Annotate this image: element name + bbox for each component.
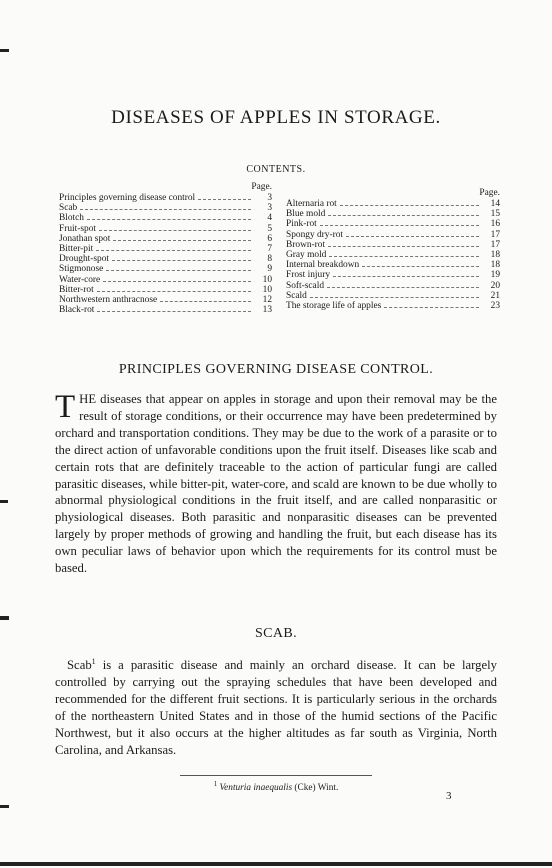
contents-entry-title: Alternaria rot <box>286 199 337 209</box>
contents-entry <box>59 224 272 234</box>
contents-entry <box>286 240 500 250</box>
contents-entry <box>59 295 272 305</box>
contents-entry <box>286 250 500 260</box>
dot-leader <box>80 203 251 210</box>
contents-entry-title: Stigmonose <box>59 264 104 275</box>
contents-entry-page: 14 <box>490 199 500 209</box>
contents-entry-page: 19 <box>490 270 500 281</box>
contents-entry <box>286 281 500 291</box>
dot-leader <box>362 260 479 267</box>
contents-entry <box>59 264 272 274</box>
contents-entry <box>286 260 500 270</box>
contents-entry-title: Frost injury <box>286 270 331 281</box>
contents-entry-page: 7 <box>267 243 272 254</box>
scan-edge <box>0 862 552 866</box>
dot-leader <box>106 264 251 271</box>
dot-leader <box>310 291 479 298</box>
dot-leader <box>346 230 479 237</box>
contents-entry <box>59 193 272 203</box>
contents-entry-page: 18 <box>490 260 500 271</box>
dot-leader <box>198 193 251 200</box>
contents-entry-title: Blue mold <box>286 209 326 220</box>
contents-entry-page: 6 <box>267 233 272 244</box>
footnote-rule <box>180 775 372 776</box>
paragraph-lead: Scab <box>67 658 92 673</box>
dot-leader <box>328 209 479 216</box>
contents-entry <box>286 291 500 301</box>
dot-leader <box>160 295 251 302</box>
contents-entry-title: Blotch <box>59 213 84 224</box>
page-column-label: Page. <box>251 182 272 192</box>
contents-entry <box>59 203 272 213</box>
contents-entry-page: 21 <box>490 290 500 301</box>
paragraph-text: is a parasitic disease and mainly an orchard disease. It can be largely controlled by carrying out the spraying schedules that have been developed and recommended for the different fruit sections. It is particularly serious in the orchards of the northeastern United States and in those of the humid sections of the Pacific Northwest, but it also occurs at the higher altitudes as far south as Virginia, North Carolina, and Arkansas. <box>55 658 497 757</box>
contents-entry-title: Internal breakdown <box>286 260 360 271</box>
contents-entry-page: 23 <box>490 300 500 311</box>
contents-entry-title: Brown-rot <box>286 239 326 250</box>
section-heading: SCAB. <box>254 626 298 641</box>
binding-mark <box>0 500 8 503</box>
contents-entry-title: Black-rot <box>59 305 95 316</box>
contents-entry <box>286 199 500 209</box>
contents-entry-page: 3 <box>267 193 272 203</box>
contents-entry-title: Bitter-rot <box>59 284 94 295</box>
contents-entry-title: The storage life of apples <box>286 300 382 311</box>
contents-entry-title: Pink-rot <box>286 219 317 230</box>
contents-entry <box>286 270 500 280</box>
contents-entry-title: Northwestern anthracnose <box>59 294 158 305</box>
contents-entry-page: 12 <box>262 294 272 305</box>
contents-entry-title: Fruit-spot <box>59 223 96 234</box>
footnote-authority: (Cke) Wint. <box>294 783 339 794</box>
dot-leader <box>99 224 251 231</box>
contents-entry-title: Scald <box>286 290 307 301</box>
dot-leader <box>97 305 251 312</box>
drop-cap: T <box>55 389 76 425</box>
contents-entry-page: 10 <box>262 274 272 285</box>
dot-leader <box>97 285 251 292</box>
contents-right-column <box>286 188 500 311</box>
section-paragraph <box>55 654 497 759</box>
contents-entry-page: 5 <box>267 223 272 234</box>
contents-entry-title: Scab <box>59 203 78 214</box>
binding-mark <box>0 49 9 52</box>
page-title: DISEASES OF APPLES IN STORAGE. <box>111 107 441 128</box>
contents-entry-title: Drought-spot <box>59 254 109 265</box>
contents-entry <box>59 244 272 254</box>
page-number: 3 <box>446 790 452 802</box>
contents-entry-page: 17 <box>490 239 500 250</box>
contents-entry-page: 3 <box>267 203 272 214</box>
binding-mark <box>0 616 9 620</box>
contents-entry-title: Gray mold <box>286 249 327 260</box>
contents-entry-page: 10 <box>262 284 272 295</box>
contents-entry-page: 17 <box>490 229 500 240</box>
dot-leader <box>87 213 251 220</box>
contents-entry-title: Soft-scald <box>286 280 325 291</box>
dot-leader <box>96 244 251 251</box>
contents-entry-title: Water-core <box>59 274 101 285</box>
contents-entry <box>59 285 272 295</box>
dot-leader <box>329 250 479 257</box>
section-heading: PRINCIPLES GOVERNING DISEASE CONTROL. <box>118 362 434 377</box>
footnote-reference: 1 <box>91 657 96 666</box>
dot-leader <box>340 199 479 206</box>
contents-entry-page: 18 <box>490 249 500 260</box>
contents-entry-title: Jonathan spot <box>59 233 111 244</box>
contents-entry <box>59 234 272 244</box>
contents-entry-page: 4 <box>267 213 272 224</box>
contents-entry <box>286 209 500 219</box>
dot-leader <box>103 275 251 282</box>
section-paragraph <box>55 391 497 577</box>
page-column-label: Page. <box>479 188 500 198</box>
contents-entry-page: 20 <box>490 280 500 291</box>
dot-leader <box>327 281 479 288</box>
paragraph-text: HE diseases that appear on apples in storage and upon their removal may be the result of storage conditions, or their occurrence may have been predetermined by orchard and transportation conditions. They may be due to the work of a parasite or to the direct action of unfavorable conditions upon the fruit itself. Diseases like scab and certain rots that are definitely traceable to the action of particular fungi are called parasitic diseases, while bitter-pit, water-core, and scald are known to be due wholly to abnormal physiological conditions in the fruit itself, and are called nonparasitic or physiological diseases. Both parasitic and nonparasitic diseases can be prevented largely by proper methods of growing and handling the fruit, but each disease has its own peculiar laws of behavior upon which the requirements for its control must be based. <box>55 392 497 576</box>
contents-entry-title: Bitter-pit <box>59 243 94 254</box>
contents-entry-title: Spongy dry-rot <box>286 229 344 240</box>
dot-leader <box>328 240 479 247</box>
dot-leader <box>384 301 479 308</box>
contents-entry <box>59 275 272 285</box>
dot-leader <box>112 254 251 261</box>
contents-entry <box>59 305 272 315</box>
contents-entry <box>286 301 500 311</box>
dot-leader <box>113 234 251 241</box>
contents-entry-page: 16 <box>490 219 500 230</box>
footnote <box>0 780 552 793</box>
footnote-mark: 1 <box>213 780 218 788</box>
contents-entry-page: 8 <box>267 254 272 265</box>
contents-entry <box>59 213 272 223</box>
contents-entry <box>286 219 500 229</box>
contents-entry-page: 15 <box>490 209 500 220</box>
binding-mark <box>0 805 9 808</box>
contents-entry <box>59 254 272 264</box>
contents-heading: CONTENTS. <box>246 164 306 175</box>
contents-entry-title: Principles governing disease control <box>59 193 196 203</box>
contents-left-column <box>59 182 272 315</box>
dot-leader <box>320 219 479 226</box>
contents-entry-page: 13 <box>262 305 272 316</box>
contents-entry <box>286 230 500 240</box>
contents-entry-page: 9 <box>267 264 272 275</box>
dot-leader <box>333 270 479 277</box>
footnote-species: Venturia inaequalis <box>219 783 293 794</box>
